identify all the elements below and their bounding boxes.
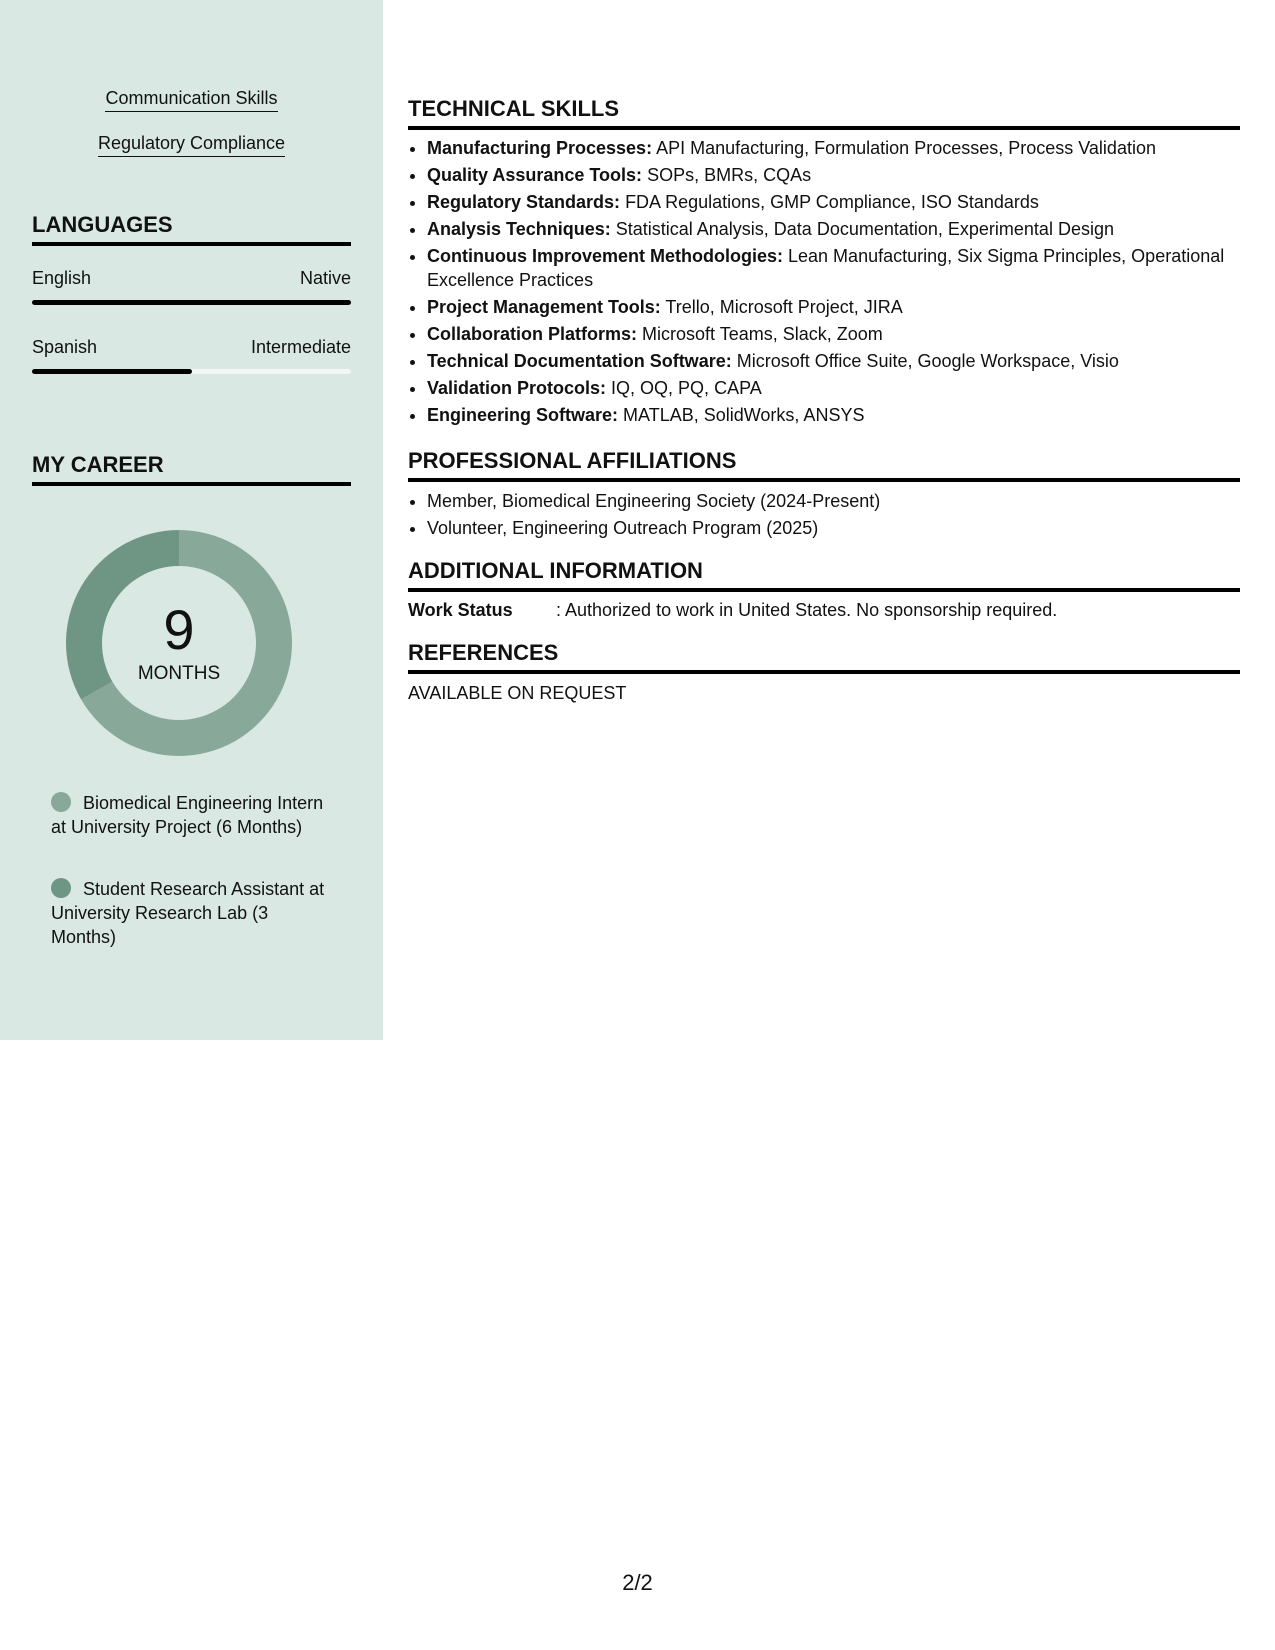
technical-skills-list [408, 136, 1259, 430]
affiliations-heading: PROFESSIONAL AFFILIATIONS [408, 448, 1240, 482]
list-item: • Quality Assurance Tools: SOPs, BMRs, CQAs [427, 163, 1259, 187]
technical-skills-heading: TECHNICAL SKILLS [408, 96, 1240, 130]
references-heading: REFERENCES [408, 640, 1240, 674]
language-proficiency-bar [32, 369, 351, 374]
career-total-unit: MONTHS [137, 663, 221, 684]
list-item: • Technical Documentation Software: Microsoft Office Suite, Google Workspace, Visio [427, 349, 1259, 373]
list-item: • Validation Protocols: IQ, OQ, PQ, CAPA [427, 376, 1259, 400]
languages-heading: LANGUAGES [32, 212, 351, 246]
language-row [32, 268, 351, 289]
language-name: Spanish [32, 337, 98, 357]
language-proficiency-fill [32, 369, 192, 374]
skill-tag: Regulatory Compliance [0, 133, 383, 157]
skill-tag: Communication Skills [0, 88, 383, 112]
list-item: • Manufacturing Processes: API Manufacturing, Formulation Processes, Process Validation [427, 136, 1259, 160]
language-proficiency-fill [32, 300, 351, 305]
list-item: • Continuous Improvement Methodologies: Lean Manufacturing, Six Sigma Principles, Operational Excellence Practices [427, 244, 1259, 292]
language-name: English [32, 268, 92, 288]
language-proficiency-bar [32, 300, 351, 305]
work-status-value: : Authorized to work in United States. No sponsorship required. [556, 600, 1058, 620]
sidebar [0, 0, 383, 1040]
list-item: • Volunteer, Engineering Outreach Program (2025) [427, 516, 1259, 540]
career-item-label: Biomedical Engineering Intern at University Project (6 Months) [51, 793, 324, 837]
career-legend-item [51, 791, 326, 839]
career-legend-item [51, 877, 326, 949]
additional-info-heading: ADDITIONAL INFORMATION [408, 558, 1240, 592]
language-level: Native [299, 268, 351, 288]
career-total-months: 9 [163, 598, 195, 661]
list-item: • Member, Biomedical Engineering Society (2024-Present) [427, 489, 1259, 513]
list-item: • Engineering Software: MATLAB, SolidWorks, ANSYS [427, 403, 1259, 427]
legend-dot-icon [51, 878, 71, 898]
list-item: • Collaboration Platforms: Microsoft Teams, Slack, Zoom [427, 322, 1259, 346]
career-item-label: Student Research Assistant at University Research Lab (3 Months) [51, 879, 325, 947]
list-item: • Regulatory Standards: FDA Regulations, GMP Compliance, ISO Standards [427, 190, 1259, 214]
language-row [32, 337, 351, 358]
affiliations-list [408, 489, 1259, 543]
work-status-label: Work Status [408, 600, 513, 620]
career-heading: MY CAREER [32, 452, 351, 486]
language-level: Intermediate [250, 337, 351, 357]
list-item: • Project Management Tools: Trello, Microsoft Project, JIRA [427, 295, 1259, 319]
list-item: • Analysis Techniques: Statistical Analysis, Data Documentation, Experimental Design [427, 217, 1259, 241]
page-number: 2/2 [622, 1570, 653, 1595]
references-text: AVAILABLE ON REQUEST [408, 683, 627, 703]
legend-dot-icon [51, 792, 71, 812]
